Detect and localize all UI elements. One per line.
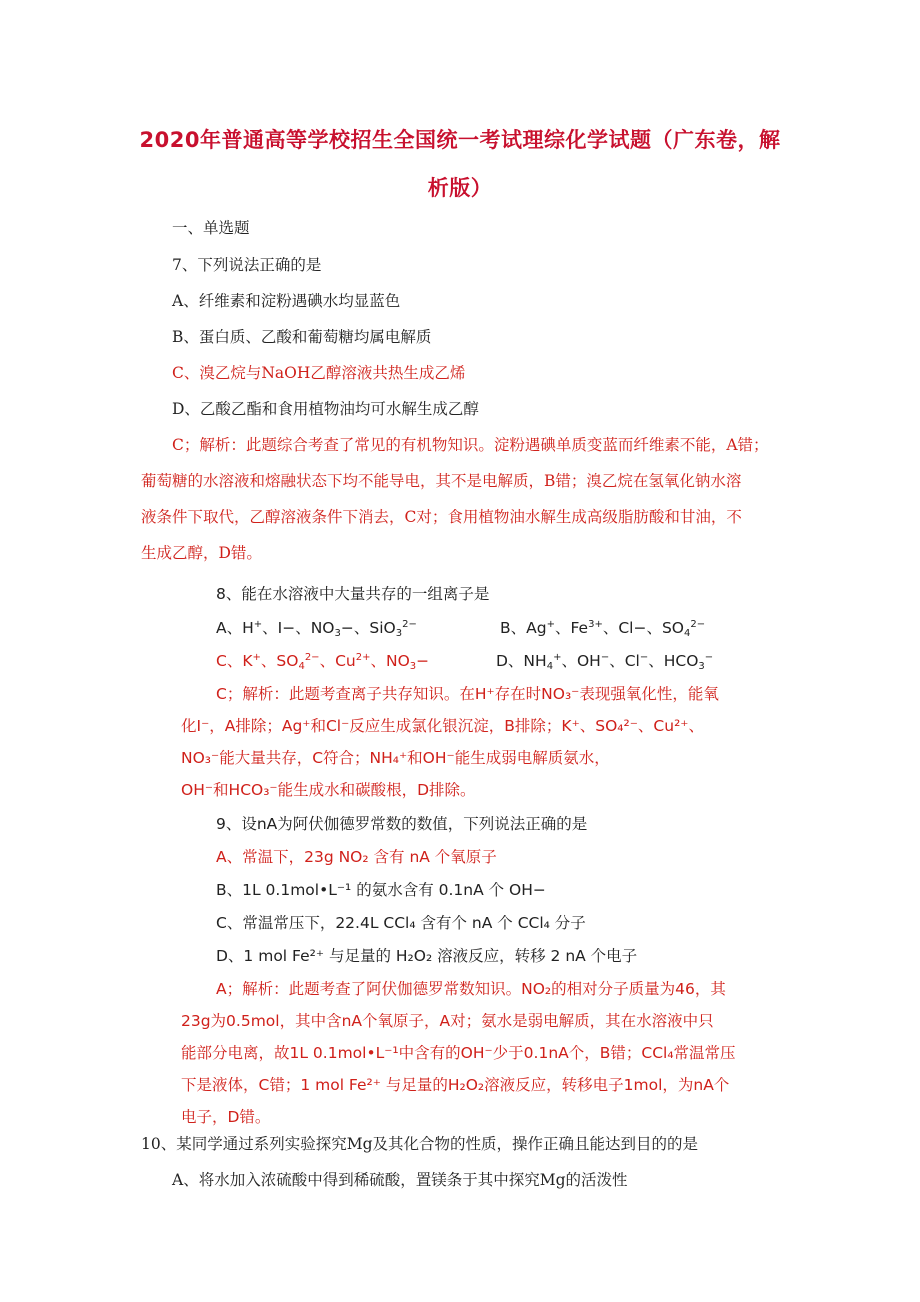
- q7-analysis-line-3: 液条件下取代，乙醇溶液条件下消去，C对；食用植物油水解生成高级脂肪酸和甘油，不: [141, 508, 742, 526]
- q8-analysis-line-4: OH⁻和HCO₃⁻能生成水和碳酸根，D排除。: [181, 781, 476, 799]
- q8-analysis-line-3: NO₃⁻能大量共存，C符合；NH₄⁺和OH⁻能生成弱电解质氨水，: [181, 749, 610, 767]
- q7-analysis-line-1: C；解析：此题综合考查了常见的有机物知识。淀粉遇碘单质变蓝而纤维素不能，A错；: [172, 436, 769, 454]
- q8-option-a: A、H+、I−、$NO_3-$、SiO$_3^{2-}$: [216, 619, 417, 639]
- q9-analysis-line-3: 能部分电离，故1L 0.1mol•L⁻¹中含有的OH⁻少于0.1nA个，B错；CCl₄常温常压: [181, 1044, 736, 1062]
- q7-stem: 7、下列说法正确的是: [172, 256, 322, 274]
- q9-stem: 9、设nA为阿伏伽德罗常数的数值，下列说法正确的是: [216, 815, 588, 833]
- q9-analysis-line-5: 电子，D错。: [181, 1108, 271, 1126]
- q8-option-b: B、Ag+、$Fe^{3+}$、Cl−、$SO_4^{2-}$: [500, 619, 706, 639]
- q8-analysis-line-2: 化I⁻，A排除；Ag⁺和Cl⁻反应生成氯化银沉淀，B排除；K⁺、SO₄²⁻、Cu²⁺、: [181, 717, 704, 735]
- q7-option-d: D、乙酸乙酯和食用植物油均可水解生成乙醇: [172, 400, 479, 418]
- q9-analysis-line-2: 23g为0.5mol，其中含nA个氧原子，A对；氨水是弱电解质，其在水溶液中只: [181, 1012, 714, 1030]
- q9-option-d: D、1 mol Fe²⁺ 与足量的 H₂O₂ 溶液反应，转移 2 nA 个电子: [216, 947, 638, 965]
- q8-stem: 8、能在水溶液中大量共存的一组离子是: [216, 585, 490, 603]
- q10-stem: 10、某同学通过系列实验探究Mg及其化合物的性质，操作正确且能达到目的的是: [141, 1135, 699, 1153]
- page-title-line-2: 析版）: [427, 176, 493, 200]
- q9-option-b: B、1L 0.1mol•L⁻¹ 的氨水含有 0.1nA 个 OH−: [216, 881, 546, 899]
- q9-option-a: A、常温下，23g NO₂ 含有 nA 个氧原子: [216, 848, 497, 866]
- q9-analysis-line-1: A；解析：此题考查了阿伏伽德罗常数知识。NO₂的相对分子质量为46，其: [216, 980, 726, 998]
- q7-option-a: A、纤维素和淀粉遇碘水均显蓝色: [172, 292, 401, 310]
- q8-option-c: C、K+、$SO_4^{2-}$、$Cu^{2+}$、$NO_3-$: [216, 652, 430, 672]
- page-title-line-1: 2020年普通高等学校招生全国统一考试理综化学试题（广东卷，解: [139, 128, 781, 152]
- q9-option-c: C、常温常压下，22.4L CCl₄ 含有个 nA 个 CCl₄ 分子: [216, 914, 586, 932]
- q7-option-b: B、蛋白质、乙酸和葡萄糖均属电解质: [172, 328, 432, 346]
- q7-option-c: C、溴乙烷与NaOH乙醇溶液共热生成乙烯: [172, 364, 466, 382]
- q7-analysis-line-2: 葡萄糖的水溶液和熔融状态下均不能导电，其不是电解质，B错；溴乙烷在氢氧化钠水溶: [141, 472, 742, 490]
- q10-option-a: A、将水加入浓硫酸中得到稀硫酸，置镁条于其中探究Mg的活泼性: [172, 1171, 628, 1189]
- q9-analysis-line-4: 下是液体，C错；1 mol Fe²⁺ 与足量的H₂O₂溶液反应，转移电子1mol，为nA个: [181, 1076, 730, 1094]
- q8-option-d: D、$NH_4^+$、OH−、Cl−、$HCO_3^-$: [496, 652, 714, 672]
- q7-analysis-line-4: 生成乙醇，D错。: [141, 544, 262, 562]
- q8-analysis-line-1: C；解析：此题考查离子共存知识。在H⁺存在时NO₃⁻表现强氧化性，能氧: [216, 685, 719, 703]
- section-heading: 一、单选题: [172, 219, 250, 237]
